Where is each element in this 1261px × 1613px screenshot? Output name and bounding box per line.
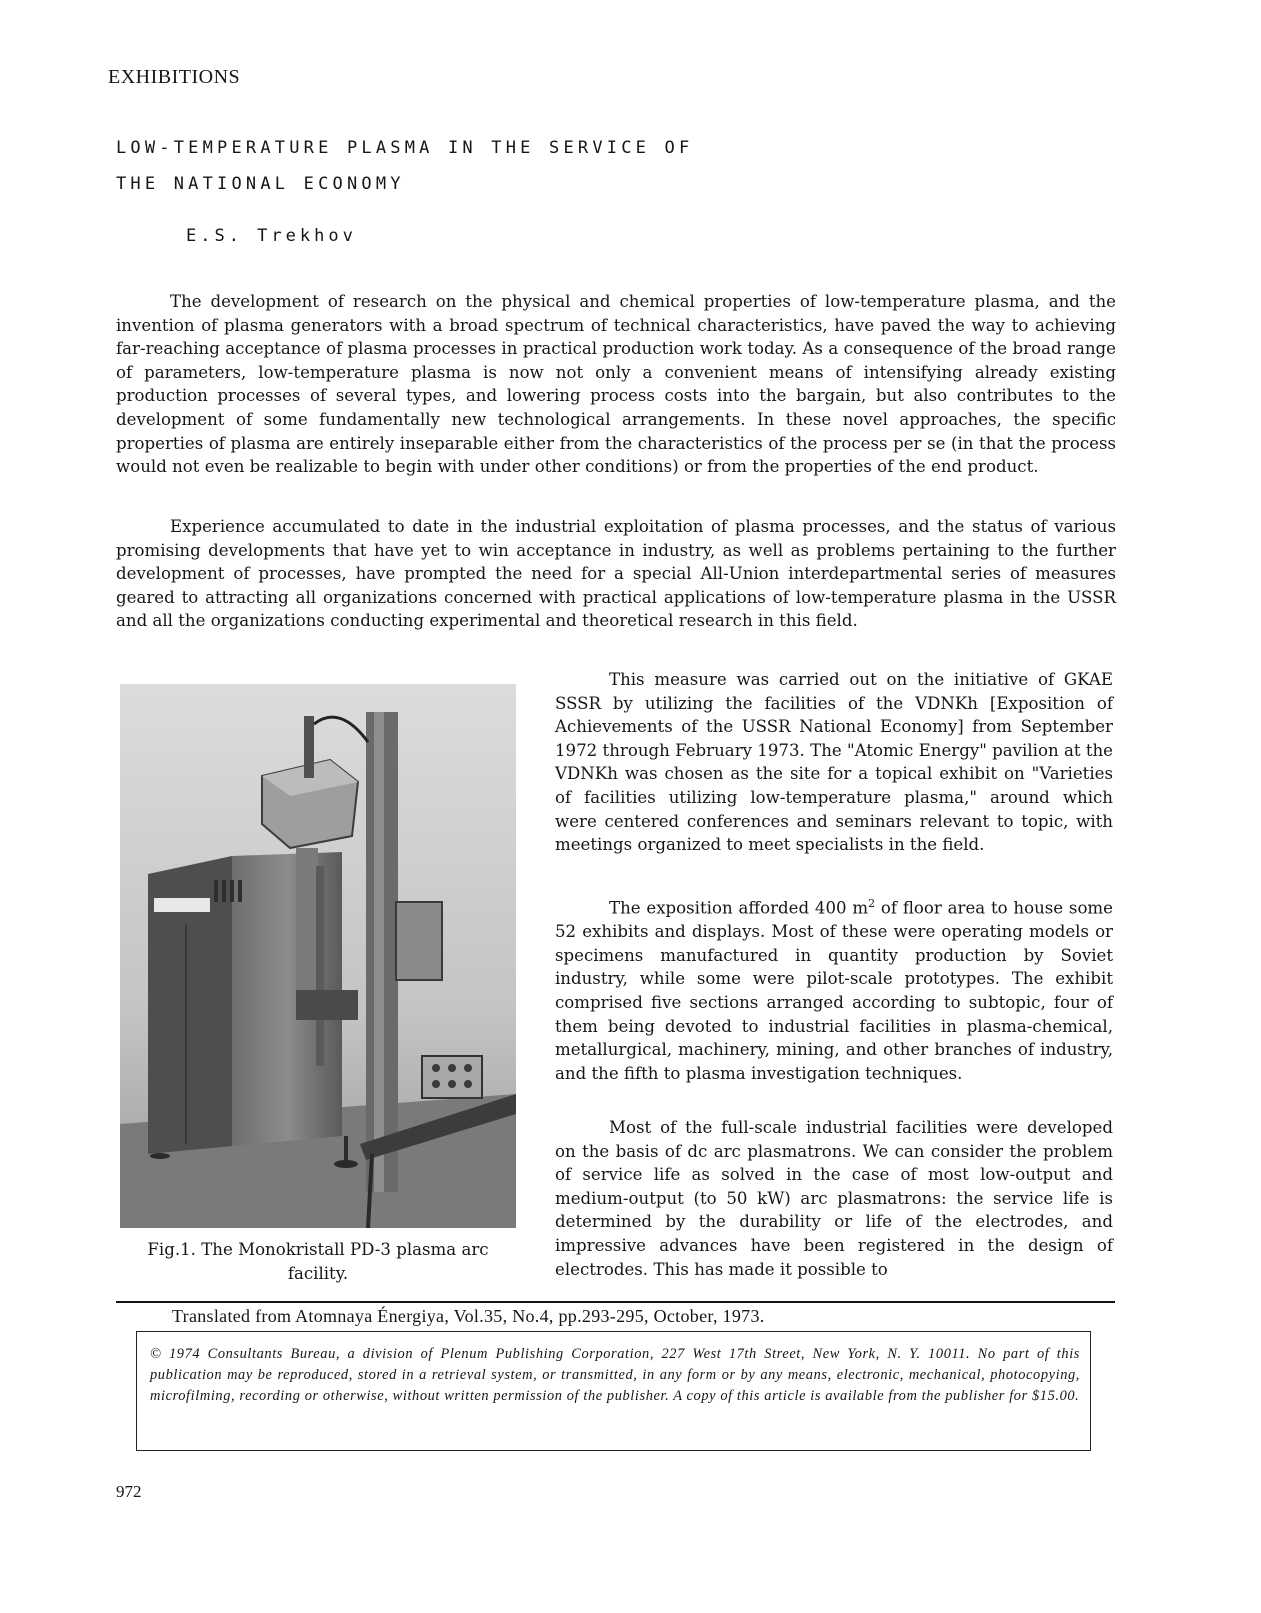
article-title-line-2: THE NATIONAL ECONOMY	[116, 174, 405, 194]
figure-photo	[120, 684, 516, 1228]
figure-caption-line-2: facility.	[287, 1264, 349, 1283]
footer-rule	[116, 1301, 1115, 1303]
paragraph-intro: The development of research on the physical and chemical properties of low-temperature plasma, and the invention of plasma generators with a broad spectrum of technical characteristics, have paved the way to achieving far-reaching acceptance of plasma processes in practical production work today. As a consequence of the broad range of parameters, low-temperature plasma is now not only a convenient means of intensifying already existing production processes of several types, and lowering process costs into the bargain, but also contributes to the development of some fundamentally new technological arrangements. In these novel approaches, the specific properties of plasma are entirely inseparable either from the characteristics of the process per se (in that the process would not even be realizable to begin with under other conditions) or from the properties of the end product.	[116, 292, 1116, 477]
paragraph-experience: Experience accumulated to date in the industrial exploitation of plasma processes, and the status of various promising developments that have yet to win acceptance in industry, as well as problems pertaining to the further development of processes, have prompted the need for a special All-Union interdepartmental series of measures geared to attracting all organizations concerned with practical applications of low-temperature plasma in the USSR and all the organizations conducting experimental and theoretical research in this field.	[116, 517, 1116, 631]
plasma-arc-facility-photo	[120, 684, 516, 1228]
figure-caption-line-1: Fig.1. The Monokristall PD-3 plasma arc	[147, 1240, 489, 1259]
paragraph-initiative: This measure was carried out on the initiative of GKAE SSSR by utilizing the facilities of the VDNKh [Exposition of Achievements of the USSR National Economy] from September 1972 through February 1973. The "Atomic Energy" pavilion at the VDNKh was chosen as the site for a topical exhibit on "Varieties of facilities utilizing low-temperature plasma," around which were centered conferences and seminars relevant to topic, with meetings organized to meet specialists in the field.	[555, 670, 1113, 855]
translation-note: Translated from Atomnaya Énergiya, Vol.35, No.4, pp.293-295, October, 1973.	[172, 1306, 765, 1326]
paragraph-exposition-start: The exposition afforded 400 m	[609, 898, 869, 918]
copyright-notice: © 1974 Consultants Bureau, a division of Plenum Publishing Corporation, 227 West 17th Street, New York, N. Y. 10011. No part of this publication may be reproduced, stored in a retrieval system, or transmitted, in any form or by any means, electronic, mechanical, photocopying, microfilming, recording or otherwise, without written permission of the publisher. A copy of this article is available from the publisher for $15.00.	[150, 1346, 1080, 1404]
article-title-line-1: LOW-TEMPERATURE PLASMA IN THE SERVICE OF	[116, 138, 694, 158]
paragraph-exposition-rest: of floor area to house some 52 exhibits and displays. Most of these were operating models or specimens manufactured in quantity production by Soviet industry, while some were pilot-scale prototypes. The exhibit comprised five sections arranged according to subtopic, four of them being devoted to industrial facilities in plasma-chemical, metallurgical, machinery, mining, and other branches of industry, and the fifth to plasma investigation techniques.	[555, 898, 1113, 1083]
paragraph-facilities: Most of the full-scale industrial facilities were developed on the basis of dc arc plasmatrons. We can consider the problem of service life as solved in the case of most low-output and medium-output (to 50 kW) arc plasmatrons: the service life is determined by the durability or life of the electrodes, and impressive advances have been registered in the design of electrodes. This has made it possible to	[555, 1118, 1113, 1279]
paragraph-exposition	[555, 892, 1113, 1085]
figure-caption	[116, 1238, 520, 1286]
page-number: 972	[116, 1482, 142, 1501]
superscript-2: 2	[868, 897, 876, 910]
section-heading: EXHIBITIONS	[108, 66, 241, 88]
author-name: E.S. Trekhov	[186, 226, 357, 246]
